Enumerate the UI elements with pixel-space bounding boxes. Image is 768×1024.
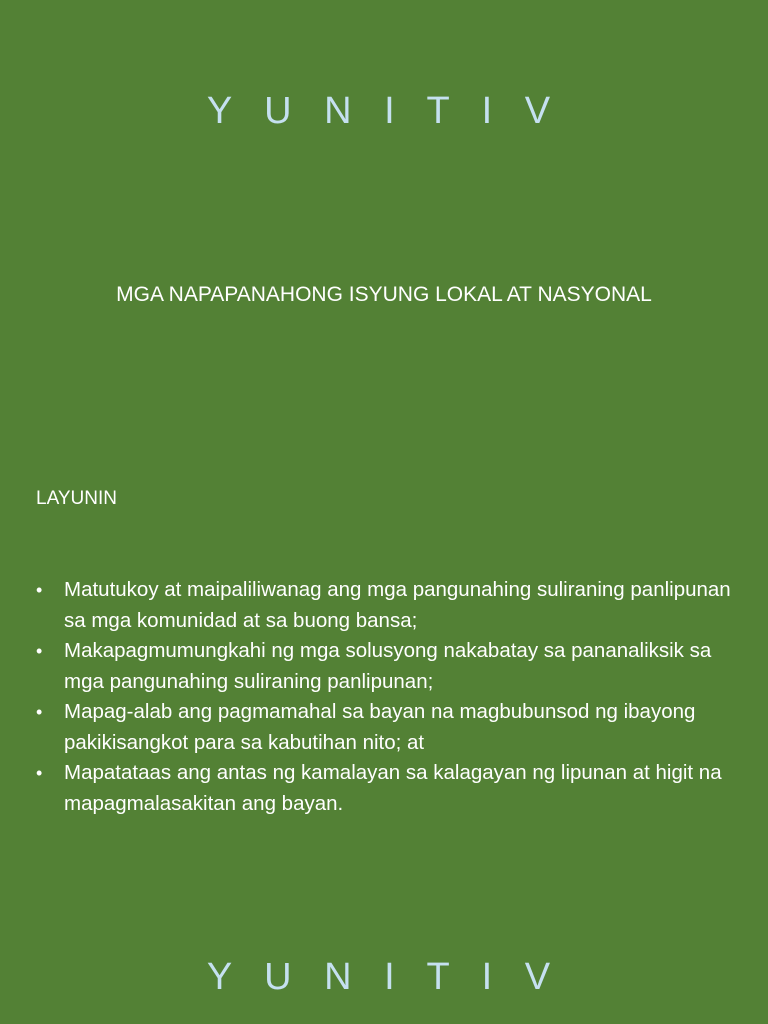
unit-title-top: Y U N I T I V — [206, 90, 562, 132]
objective-text: Mapag-alab ang pagmamahal sa bayan na magbubunsod ng ibayong pakikisangkot para sa kabutihan nito; at — [64, 700, 696, 754]
bullet-icon: • — [36, 641, 43, 661]
objectives-heading: LAYUNIN — [36, 488, 117, 509]
page-subtitle: MGA NAPAPANAHONG ISYUNG LOKAL AT NASYONAL — [116, 283, 652, 306]
bullet-icon: • — [36, 580, 43, 600]
objective-text: Mapatataas ang antas ng kamalayan sa kalagayan ng lipunan at higit na mapagmalasakitan ang bayan. — [64, 761, 722, 815]
bullet-icon: • — [36, 763, 43, 783]
objective-text: Makapagmumungkahi ng mga solusyong nakabatay sa pananaliksik sa mga pangunahing suliraning panlipunan; — [64, 639, 712, 693]
objectives-list — [36, 575, 736, 819]
objective-text: Matutukoy at maipaliliwanag ang mga pangunahing suliraning panlipunan sa mga komunidad at sa buong bansa; — [64, 578, 731, 632]
list-item — [36, 758, 736, 819]
bullet-icon: • — [36, 702, 43, 722]
list-item — [36, 575, 736, 636]
list-item — [36, 697, 736, 758]
list-item — [36, 636, 736, 697]
unit-title-bottom: Y U N I T I V — [206, 956, 562, 998]
